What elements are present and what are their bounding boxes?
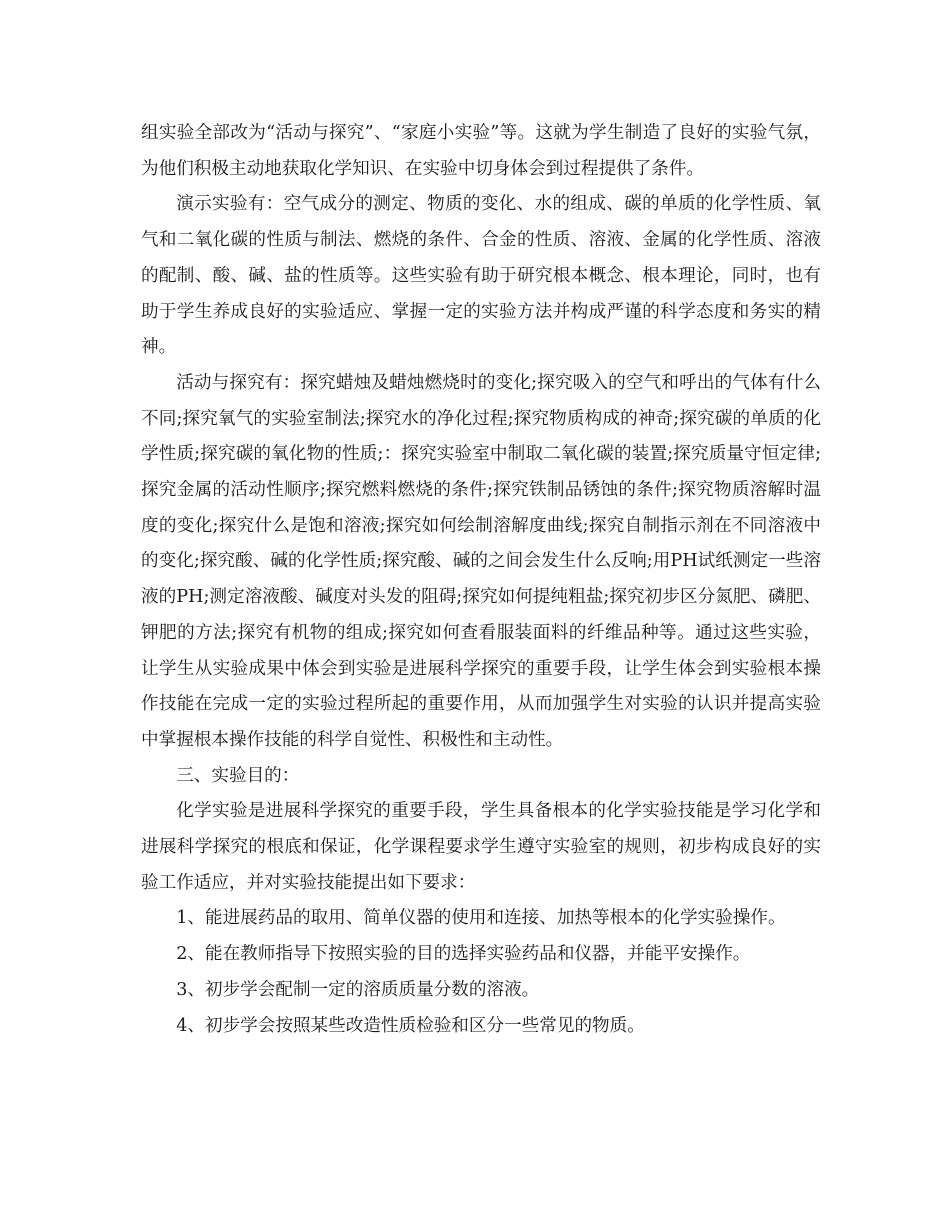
list-item-goal-2: 2、能在教师指导下按照实验的目的选择实验药品和仪器，并能平安操作。 [176,944,751,965]
list-item-goal-4: 4、初步学会按照某些改造性质检验和区分一些常见的物质。 [176,1015,645,1036]
list-item-goal-3: 3、初步学会配制一定的溶质质量分数的溶液。 [176,979,540,1000]
document-body [141,116,821,1044]
paragraph-activities-inquiry: 活动与探究有：探究蜡烛及蜡烛燃烧时的变化;探究吸入的空气和呼出的气体有什么不同;探究氧气的实验室制法;探究水的净化过程;探究物质构成的神奇;探究碳的单质的化学性质;探究碳的氧化物的性质;：探究实验室中制取二氧化碳的装置;探究质量守恒定律;探究金属的活动性顺序;探究燃料燃烧的条件;探究铁制品锈蚀的条件;探究物质溶解时温度的变化;探究什么是饱和溶液;探究如何绘制溶解度曲线;探究自制指示剂在不同溶液中的变化;探究酸、碱的化学性质;探究酸、碱的之间会发生什么反响;用PH试纸测定一些溶液的PH;测定溶液酸、碱度对头发的阻碍;探究如何提纯粗盐;探究初步区分氮肥、磷肥、钾肥的方法;探究有机物的组成;探究如何查看服装面料的纤维品种等。通过这些实验，让学生从实验成果中体会到实验是进展科学探究的重要手段，让学生体会到实验根本操作技能在完成一定的实验过程所起的重要作用，从而加强学生对实验的认识并提高实验中掌握根本操作技能的科学自觉性、积极性和主动性。 [141,372,821,750]
paragraph-continuation: 组实验全部改为“活动与探究”、“家庭小实验”等。这就为学生制造了良好的实验气氛，为他们积极主动地获取化学知识、在实验中切身体会到过程提供了条件。 [141,123,821,179]
paragraph-goals-intro: 化学实验是进展科学探究的重要手段，学生具备根本的化学实验技能是学习化学和进展科学探究的根底和保证，化学课程要求学生遵守实验室的规则，初步构成良好的实验工作适应，并对实验技能提出如下要求： [141,801,821,893]
list-item-goal-1: 1、能进展药品的取用、简单仪器的使用和连接、加热等根本的化学实验操作。 [176,908,786,929]
section-heading-experiment-goals: 三、实验目的： [176,765,300,786]
paragraph-demo-experiments: 演示实验有：空气成分的测定、物质的变化、水的组成、碳的单质的化学性质、氧气和二氧化碳的性质与制法、燃烧的条件、合金的性质、溶液、金属的化学性质、溶液的配制、酸、碱、盐的性质等。这些实验有助于研究根本概念、根本理论，同时，也有助于学生养成良好的实验适应、掌握一定的实验方法并构成严谨的科学态度和务实的精神。 [141,194,821,358]
